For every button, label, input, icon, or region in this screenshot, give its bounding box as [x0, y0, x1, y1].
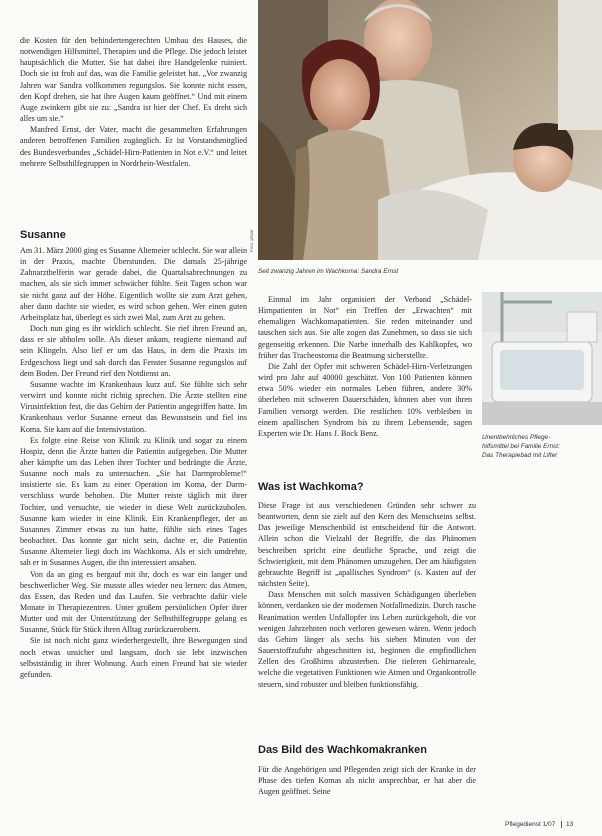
caption-line: Unentbehrliches Pflege-	[482, 434, 551, 441]
footer	[505, 821, 573, 828]
paragraph: die Kosten für den behindertengerechten Umbau des Hauses, die notwendigen Hilfsmittel, Therapien und die Pflege. Die jedoch leistet hauptsächlich die Mutter. Sie hat dabei ihre Handgelenke ruiniert. Doch sie ist froh auf das, was die Familie geleistet hat. „Vor zwanzig Jahren war Sandra vollkommen regungslos. Sie konnte nicht essen, den Kopf drehen, sie hat ihre Augen kaum geöffnet.“ Und mit einem Auge zwinkern gibt sie zu: „Sandra ist hier der Chef. Es dreht sich alles um sie.“	[20, 36, 247, 124]
photo-credit: Foto: privat	[249, 229, 254, 252]
paragraph: Einmal im Jahr organisiert der Verband „Schädel-Hirnpatienten in Not“ ein Treffen der „Erwachten“ mit ehemaligen Wachkomapatienten. Sie reden miteinander und tauschen sich aus. Sie alle zogen das Zunehmen, so dass sie sich gegenseitig erkennen. Die Narbe innerhalb des Kahlkopfes, wo früher das Tracheostoma die Beatmung sicherstellte.	[258, 295, 472, 360]
paragraph: Am 31. März 2000 ging es Susanne Altemeier schlecht. Sie war allein in der Praxis, machte Überstunden. Die damals 25-jährige Zahnarzthelferin war gerade dabei, die Quartalsabrechnungen zu machen, als sie sich immer schwächer fühlte. Seit Tagen schon war sie nicht ganz auf der Höhe. Eigentlich wollte sie zum Arzt gehen, aber dann dachte sie wieder, es wird schon gehen. Wer einen guten Arbeitsplatz hat, überlegt es sich zwei Mal, zum Arzt zu gehen.	[20, 246, 247, 322]
left-column-top	[20, 35, 247, 169]
paragraph: Sie ist noch nicht ganz wiederhergestellt, ihre Bewegungen sind noch etwas unsicher und langsam, doch sie lebt inzwischen selbstständig in ihrer Wohnung. Auch einen Freund hat sie wieder gefunden.	[20, 636, 247, 679]
heading-wachkoma: Was ist Wachkoma?	[258, 481, 364, 493]
right-column-wachkoma	[258, 500, 476, 690]
left-column-susanne	[20, 245, 247, 680]
right-column-top	[258, 294, 472, 439]
paragraph: Diese Frage ist aus verschiedenen Gründen sehr schwer zu beantworten, denn sie zielt auf den Kern des Menschseins selbst. Das jeweilige Menschenbild ist entscheidend für die Antwort. Allein schon die Vielzahl der Begriffe, die das Phänomen beschreiben spricht eine deutliche Sprache, und zeigt die Schwierigkeit, mit dem Phänomen umzugehen. Der am häufigsten gebrauchte Begriff ist „apallisches Syndrom“ (s. Kasten auf der nächsten Seite).	[258, 501, 476, 589]
caption-line: Das Therapiebad mit Lifter	[482, 452, 558, 459]
therapy-bath-photo	[482, 292, 602, 425]
paragraph: Die Zahl der Opfer mit schweren Schädel-Hirn-Verletzungen wird pro Jahr auf 40000 geschätzt. Von 100 Patienten können etwa 50% wieder ein normales Leben führen, andere 30% überleben mit schweren Dauerschäden, können aber von ihren Familien versorgt werden. Die restlichen 10% verbleiben in einem apallischen Syndrom bis zu ihrem Lebensende, sagen Experten wie Dr. Hans J. Bock Benz.	[258, 361, 472, 438]
paragraph: Doch nun ging es ihr wirklich schlecht. Sie rief ihren Freund an, dass er sie abholen solle. Als dieser ankam, reagierte niemand auf sein Klingeln. Also lief er um das Haus, in dem die Praxis im Erdgeschoss liegt und sah durch das Fenster Susanne regungslos auf dem Boden. Der Freund rief den Notdienst an.	[20, 324, 247, 378]
photo-caption: Seit zwanzig Jahren im Wachkoma: Sandra Ernst	[258, 268, 399, 275]
small-photo-caption	[482, 433, 600, 460]
right-column-bild	[258, 764, 476, 797]
paragraph: Von da an ging es bergauf mit ihr, doch es war ein langer und beschwerlicher Weg. Sie musste alles wieder neu lernen: das Atmen, das Essen, das Reden und das Laufen. Sie verbrachte dafür viele Monate in Therapiezentren. Unter großem persönlichen Opfer ihrer Mutter und mit der Unterstützung der Selbsthilfegruppe gelang es Susanne, Stück für Stück ihren Alltag zurückzuerobern.	[20, 569, 247, 635]
heading-bild: Das Bild des Wachkomakranken	[258, 744, 427, 756]
page-number: 13	[561, 821, 573, 828]
paragraph: Susanne wachte im Krankenhaus kurz auf. Sie fühlte sich sehr verwirrt und konnte nicht richtig sprechen. Die Ärzte stellten eine Virusinfektion fest, die das Gehirn der Patientin angegriffen hatte. Im Krankenhaus verlor Susanne erneut das Bewusstsein und fiel ins Koma. Sie kam auf die Intensivstation.	[20, 379, 247, 434]
paragraph: Für die Angehörigen und Pflegenden zeigt sich der Kranke in der Phase des tiefen Komas als nicht ansprechbar, er hat aber die Augen geöffnet. Seine	[258, 765, 476, 797]
magazine-name: Pflegedienst 1/07	[505, 821, 556, 828]
paragraph: Es folgte eine Reise von Klinik zu Klinik und sogar zu einem Hospiz, denn die Ärzte hatten die Patientin aufgegeben. Die Mutter aber kämpfte um das Leben ihrer Tochter und bedrängte die Ärzte, Susanne noch mals zu untersuchen. „Sie hat Darmprobleme!“ insistierte sie. Es kam zu einer Operation im Koma, der Darm-verschluss wurde behoben. Die Mutter reiste täglich mit ihrer Tochter, und versuchte, sie wieder in diese Welt zurückzuholen. Susanne kam wieder in eine Klinik. Ein Krankenpfleger, der an Susannes Zimmer etwas zu tun hatte, fühlte sich eines Tages beobachtet. Das konnte gar nicht sein, dachte er, die Patientin Susanne Altemeier liegt doch im Wachkoma. Als er sich umdrehte, sah er in Susannes Augen, die ihn interessiert ansahen.	[20, 435, 247, 568]
caption-line: hilfsmittel bei Familie Ernst:	[482, 443, 560, 450]
paragraph: Manfred Ernst, der Vater, macht die gesammelten Erfahrungen anderen betroffenen Familien zugänglich. Er ist Vorstandsmitglied des Bundesverbandes „Schädel-Hirn-Patienten in Not e.V.“ und leitet mehrere Selbsthilfegruppen in Nordrhein-Westfalen.	[20, 125, 247, 168]
heading-susanne: Susanne	[20, 229, 66, 241]
paragraph: Dass Menschen mit solch massiven Schädigungen überleben können, verdanken sie der modernen Notfallmedizin. Durch rasche Reanimation werden Unfallopfer ins Leben zurückgeholt, die vor wenigen Jahrzehnten noch verloren gewesen wären. Wenn jedoch das Gehirn länger als sechs bis sieben Minuten von der Sauerstoffzufuhr abgeschnitten ist, beginnen die empfindlichen Zellen des Großhirns abzusterben. Die tieferen Gehirnareale, welche die vegetativen Funktionen wie Atmen und Organkontrolle steuern, sind robuster und bleiben funktionsfähig.	[258, 590, 476, 689]
family-photo	[258, 0, 602, 260]
